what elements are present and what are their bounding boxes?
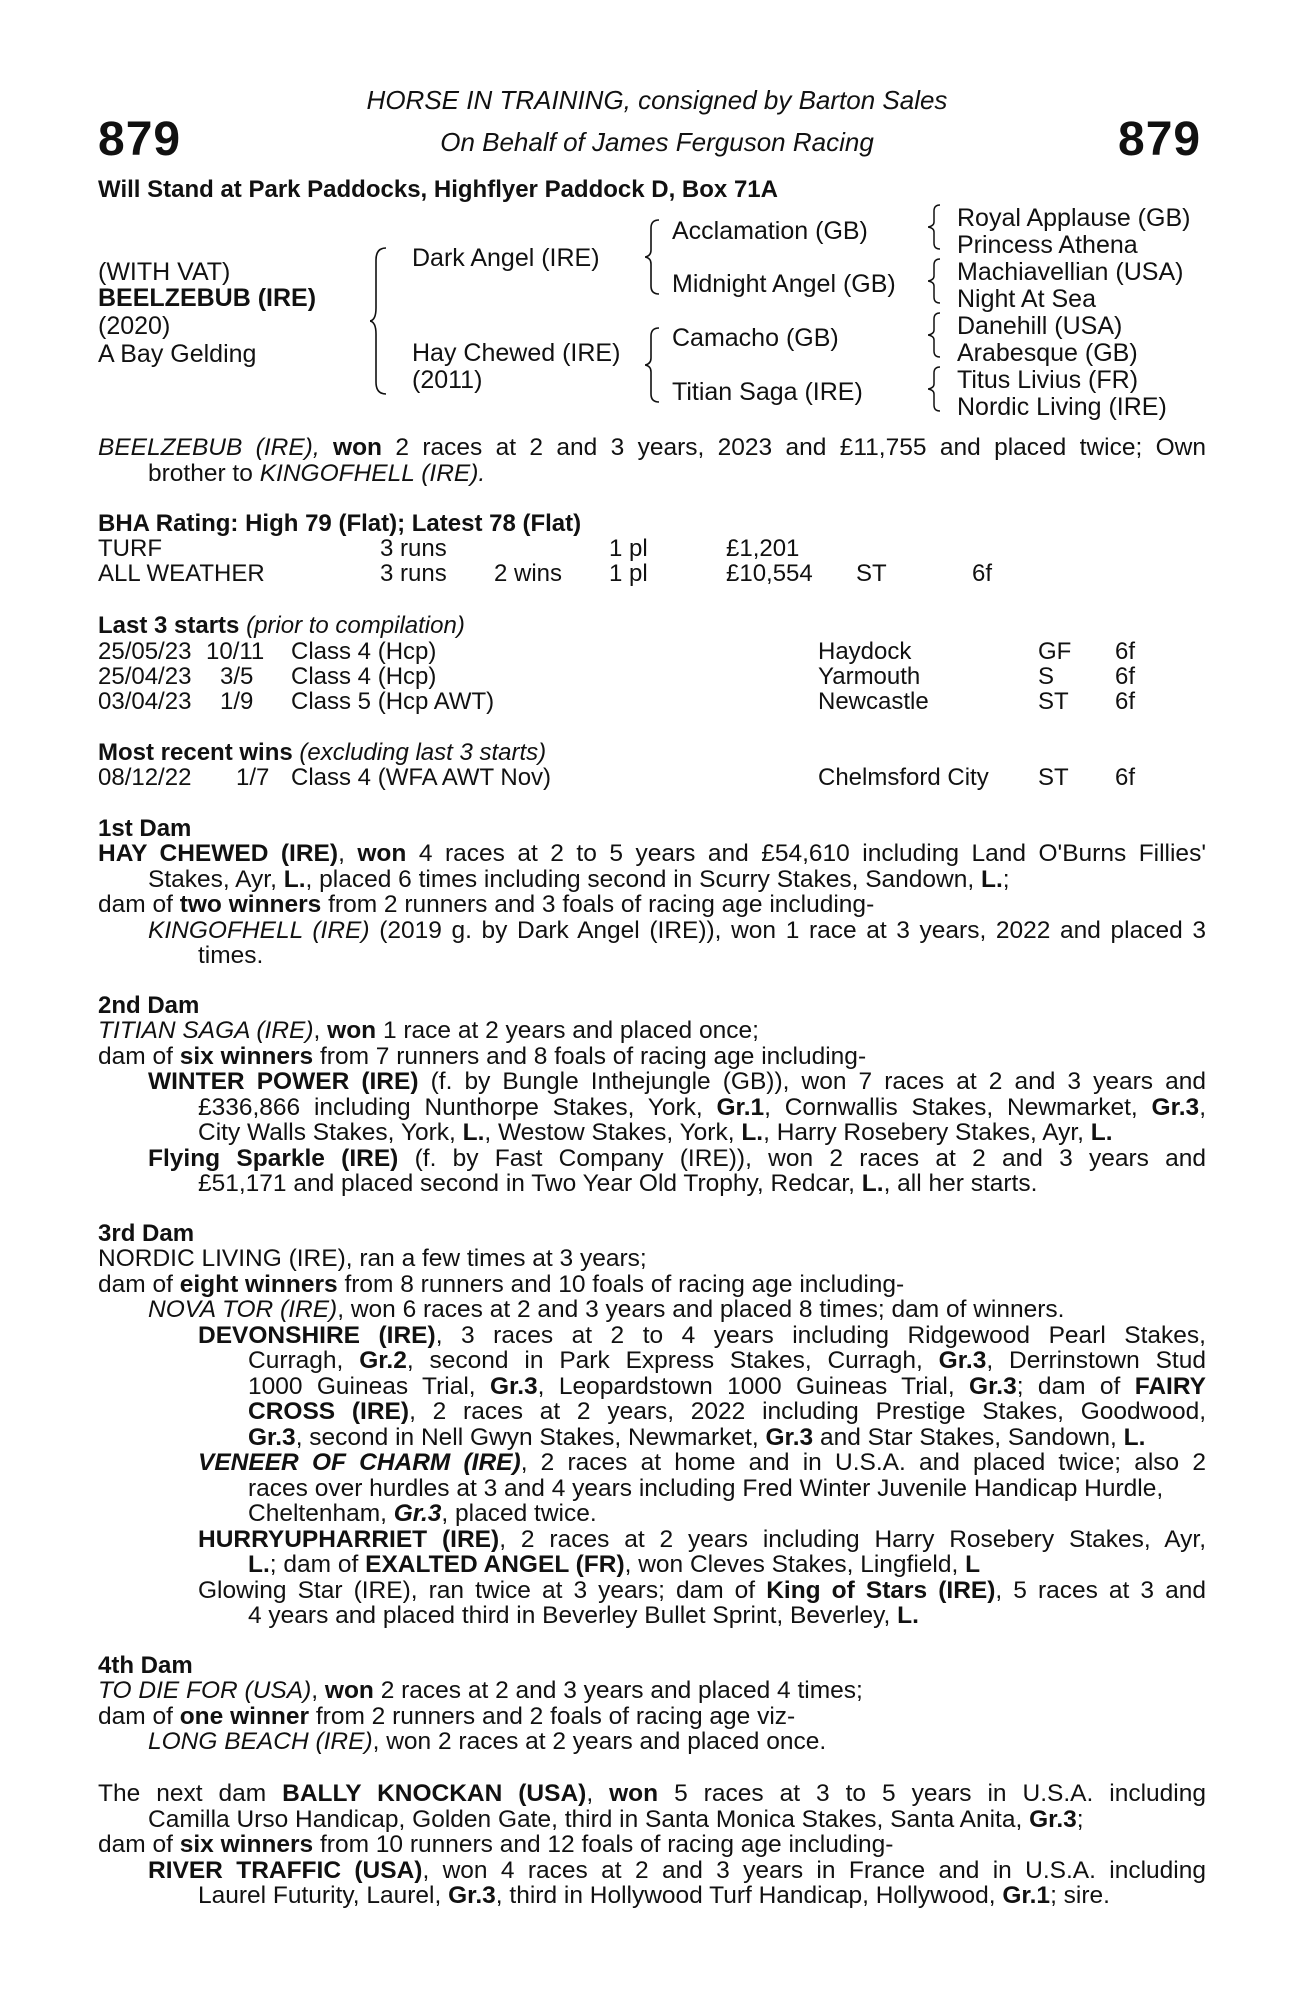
second-dam-title: 2nd Dam (98, 992, 200, 1019)
text: , 2 races at 2 years, 2022 including Prestige Stakes, Goodwood, (409, 1398, 1207, 1425)
progeny-name: Flying Sparkle (IRE) (148, 1144, 399, 1172)
grade-label: L (965, 1551, 981, 1578)
horse-description: A Bay Gelding (98, 340, 257, 368)
text: (2019 g. by Dark Angel (IRE)), won 1 race at 3 years, 2022 and placed 3 (369, 916, 1207, 944)
text: , Cornwallis Stakes, Newmarket, (764, 1093, 1152, 1121)
start-date: 25/05/23 (98, 638, 192, 665)
start-position: 10/11 (206, 638, 265, 665)
rating-wins: 2 wins (494, 560, 563, 587)
stand-location: Will Stand at Park Paddocks, Highflyer Paddock D, Box 71A (98, 176, 778, 203)
pedigree-dam-dam: Titian Saga (IRE) (672, 378, 863, 406)
grade-label: L. (897, 1602, 919, 1629)
start-date: 03/04/23 (98, 688, 192, 715)
progeny-name: KINGOFHELL (IRE) (148, 916, 370, 944)
grade-label: Gr.3 (448, 1882, 496, 1909)
grade-label: Gr.3 (489, 1372, 538, 1400)
text: £51,171 and placed second in Two Year Old Trophy, Redcar, (198, 1170, 862, 1197)
text: , won 2 races at 2 years and placed once. (372, 1728, 827, 1755)
text: from 10 runners and 12 foals of racing age including- (313, 1831, 894, 1858)
winners-count: six winners (179, 1831, 314, 1858)
start-going: GF (1038, 638, 1072, 665)
rating-runs: 3 runs (380, 560, 447, 587)
pedigree-gg-2: Princess Athena (957, 231, 1138, 259)
lot-number-right: 879 (1118, 113, 1202, 166)
text: 1000 Guineas Trial, (248, 1372, 490, 1400)
winners-count: one winner (179, 1702, 310, 1730)
rating-runs: 3 runs (380, 535, 447, 562)
text: , placed 6 times including second in Scurry Stakes, Sandown, (305, 865, 981, 893)
text: , second in Park Express Stakes, Curragh, (406, 1347, 939, 1374)
summary-sibling: KINGOFHELL (IRE). (259, 459, 486, 487)
pedigree-sire-sire: Acclamation (GB) (672, 217, 868, 245)
first-dam-title: 1st Dam (98, 815, 192, 842)
pedigree-sire-dam: Midnight Angel (GB) (672, 270, 896, 298)
grade-label: Gr.3 (1029, 1805, 1077, 1833)
grade-label: L. (283, 865, 306, 893)
pedigree-dam-year: (2011) (412, 366, 483, 394)
grade-label: L. (741, 1119, 764, 1146)
text: , won 4 races at 2 and 3 years in France and in U.S.A. including (422, 1856, 1207, 1884)
pedigree-gg-3: Machiavellian (USA) (957, 258, 1184, 286)
start-position: 3/5 (220, 663, 254, 690)
win-position: 1/7 (236, 764, 270, 791)
rating-going: ST (856, 560, 887, 587)
text: City Walls Stakes, York, (198, 1119, 463, 1146)
first-dam-text (98, 841, 1206, 969)
text: dam of (98, 1270, 180, 1298)
pedigree-brace-sire (645, 218, 663, 296)
text: The next dam (98, 1780, 283, 1807)
last-starts-heading (98, 613, 465, 639)
vat-note: (WITH VAT) (98, 258, 231, 286)
text: , placed twice. (441, 1500, 597, 1527)
summary-brother: brother to (148, 459, 253, 487)
text: , 2 races at 2 years including Harry Rosebery Stakes, Ayr, (499, 1525, 1207, 1553)
text: dam of (98, 1042, 180, 1070)
dam-name: TO DIE FOR (USA) (98, 1677, 312, 1704)
start-course: Newcastle (818, 688, 929, 715)
text: races over hurdles at 3 and 4 years including Fred Winter Juvenile Handicap Hurdle, (248, 1474, 1164, 1502)
win-distance: 6f (1115, 764, 1136, 791)
progeny-name: EXALTED ANGEL (FR) (365, 1551, 625, 1578)
text: , 5 races at 3 and (995, 1576, 1207, 1604)
text: ; dam of (269, 1551, 366, 1578)
text: , third in Hollywood Turf Handicap, Hollywood, (495, 1882, 1003, 1909)
race-summary (98, 435, 1206, 486)
text: , all her starts. (883, 1170, 1038, 1197)
text: , 2 races at home and in U.S.A. and placed twice; also 2 (520, 1449, 1206, 1476)
grade-label: L. (462, 1119, 485, 1146)
start-date: 25/04/23 (98, 663, 192, 690)
text: ; sire. (1050, 1882, 1110, 1909)
third-dam-title: 3rd Dam (98, 1220, 195, 1247)
summary-text: 2 races at 2 and 3 years, 2023 and £11,755 and placed twice; Own (395, 434, 1206, 461)
text: , Westow Stakes, York, (484, 1119, 742, 1146)
text: from 7 runners and 8 foals of racing age including- (313, 1042, 867, 1070)
start-distance: 6f (1115, 688, 1136, 715)
text: , Derrinstown Stud (986, 1347, 1206, 1374)
won-label: won (327, 1017, 377, 1044)
horse-year: (2020) (98, 312, 171, 340)
text: and Star Stakes, Sandown, (813, 1423, 1124, 1451)
grade-label: Gr.3 (248, 1423, 296, 1451)
recent-wins-heading (98, 740, 546, 766)
grade-label: L. (1123, 1423, 1146, 1451)
progeny-name: VENEER OF CHARM (IRE) (198, 1449, 521, 1476)
progeny-name: DEVONSHIRE (IRE) (198, 1321, 436, 1349)
pedigree-brace-gg1 (928, 203, 944, 251)
text: , Leopardstown 1000 Guineas Trial, (537, 1372, 970, 1400)
text: Laurel Futurity, Laurel, (198, 1882, 449, 1909)
pedigree-dam: Hay Chewed (IRE) (412, 339, 621, 367)
text: (f. by Bungle Inthejungle (GB)), won 7 races at 2 and 3 years and (418, 1068, 1206, 1095)
grade-label: L. (1090, 1119, 1113, 1146)
rating-prize: £1,201 (726, 535, 800, 562)
grade-label: Gr.3 (938, 1347, 987, 1374)
progeny-name: RIVER TRAFFIC (USA) (148, 1856, 423, 1884)
grade-label: Gr.1 (1002, 1882, 1051, 1909)
horse-name: BEELZEBUB (IRE) (98, 284, 317, 312)
rating-places: 1 pl (609, 535, 648, 562)
text: 5 races at 3 to 5 years in U.S.A. including (658, 1780, 1207, 1807)
lot-number-left: 879 (98, 113, 182, 166)
text: (f. by Fast Company (IRE)), won 2 races at 2 and 3 years and (398, 1144, 1207, 1172)
third-dam-text (98, 1246, 1206, 1629)
grade-label: Gr.3 (969, 1372, 1017, 1400)
progeny-name: CROSS (IRE) (248, 1398, 410, 1425)
pedigree-sire: Dark Angel (IRE) (412, 244, 600, 272)
text: dam of (98, 1831, 180, 1858)
winners-count: six winners (179, 1042, 314, 1070)
pedigree-gg-1: Royal Applause (GB) (957, 204, 1191, 232)
text: , 3 races at 2 to 4 years including Ridgewood Pearl Stakes, (435, 1321, 1206, 1349)
start-going: S (1038, 663, 1055, 690)
grade-label: Gr.3 (765, 1423, 814, 1451)
text: , (338, 840, 358, 867)
grade-label: L. (981, 865, 1003, 893)
win-course: Chelmsford City (818, 764, 989, 791)
text: , (313, 1017, 328, 1044)
won-label: won (324, 1677, 374, 1704)
rating-distance: 6f (972, 560, 993, 587)
last-starts-note: (prior to compilation) (246, 612, 465, 639)
bha-rating-title: BHA Rating: High 79 (Flat); Latest 78 (Flat) (98, 510, 582, 537)
text: dam of (98, 891, 180, 918)
pedigree-brace-gg2 (928, 257, 944, 305)
win-date: 08/12/22 (98, 764, 192, 791)
second-dam-text (98, 1018, 1206, 1197)
text: 4 years and placed third in Beverley Bullet Sprint, Beverley, (248, 1602, 898, 1629)
won-label: won (609, 1780, 659, 1807)
text: from 2 runners and 2 foals of racing age viz- (309, 1702, 796, 1730)
pedigree-brace-main (370, 246, 390, 396)
start-race: Class 4 (Hcp) (291, 663, 437, 690)
start-distance: 6f (1115, 638, 1136, 665)
text: NORDIC LIVING (IRE), ran a few times at 3 years; (98, 1245, 647, 1272)
text: , (311, 1677, 325, 1704)
text: , second in Nell Gwyn Stakes, Newmarket, (295, 1423, 766, 1451)
on-behalf-line: On Behalf of James Ferguson Racing (440, 127, 874, 157)
text: , won Cleves Stakes, Lingfield, (624, 1551, 966, 1578)
pedigree-gg-5: Danehill (USA) (957, 312, 1123, 340)
text: times. (198, 942, 264, 969)
text: , (586, 1780, 610, 1807)
start-going: ST (1038, 688, 1069, 715)
summary-won: won (333, 434, 383, 461)
pedigree-gg-6: Arabesque (GB) (957, 339, 1138, 367)
start-race: Class 4 (Hcp) (291, 638, 437, 665)
start-course: Haydock (818, 638, 912, 665)
recent-wins-title: Most recent wins (98, 739, 293, 766)
summary-horse-name: BEELZEBUB (IRE), (98, 434, 320, 461)
grade-label: Gr.3 (1151, 1093, 1200, 1121)
grade-label: Gr.1 (716, 1093, 765, 1121)
start-course: Yarmouth (818, 663, 921, 690)
text: 4 races at 2 to 5 years and £54,610 including Land O'Burns Fillies' (406, 840, 1206, 867)
text: from 8 runners and 10 foals of racing age including- (337, 1270, 905, 1298)
win-going: ST (1038, 764, 1069, 791)
progeny-name: FAIRY (1134, 1372, 1206, 1400)
win-race: Class 4 (WFA AWT Nov) (291, 764, 552, 791)
grade-label: Gr.2 (359, 1347, 407, 1374)
pedigree-gg-4: Night At Sea (957, 285, 1096, 313)
start-race: Class 5 (Hcp AWT) (291, 688, 495, 715)
text: £336,866 including Nunthorpe Stakes, York, (198, 1093, 717, 1121)
dam-name: HAY CHEWED (IRE) (98, 840, 339, 867)
fourth-dam-text (98, 1678, 1206, 1755)
text: dam of (98, 1702, 180, 1730)
pedigree-gg-8: Nordic Living (IRE) (957, 393, 1167, 421)
text: Stakes, Ayr, (148, 865, 284, 893)
text: from 2 runners and 3 foals of racing age including- (321, 891, 875, 918)
text: , (1199, 1093, 1207, 1121)
progeny-name: LONG BEACH (IRE) (148, 1728, 373, 1755)
rating-surface: TURF (98, 535, 162, 562)
pedigree-gg-7: Titus Livius (FR) (957, 366, 1139, 394)
start-position: 1/9 (220, 688, 254, 715)
last-starts-title: Last 3 starts (98, 612, 240, 639)
grade-label: L. (248, 1551, 270, 1578)
next-dam-text (98, 1781, 1206, 1909)
progeny-name: WINTER POWER (IRE) (148, 1068, 419, 1095)
start-distance: 6f (1115, 663, 1136, 690)
text: Glowing Star (IRE), ran twice at 3 years; dam of (198, 1576, 767, 1604)
fourth-dam-title: 4th Dam (98, 1652, 193, 1679)
consignment-line: HORSE IN TRAINING, consigned by Barton Sales (366, 85, 948, 115)
dam-name: TITIAN SAGA (IRE) (98, 1017, 314, 1044)
grade-label: Gr.3 (393, 1500, 442, 1527)
text: ; (1076, 1805, 1084, 1833)
text: Camilla Urso Handicap, Golden Gate, third in Santa Monica Stakes, Santa Anita, (148, 1805, 1030, 1833)
grade-label: L. (861, 1170, 884, 1197)
progeny-name: King of Stars (IRE) (766, 1576, 996, 1604)
rating-prize: £10,554 (726, 560, 813, 587)
text: 2 races at 2 and 3 years and placed 4 times; (373, 1677, 863, 1704)
text: 1 race at 2 years and placed once; (376, 1017, 759, 1044)
winners-count: two winners (179, 891, 322, 918)
text: , won 6 races at 2 and 3 years and placed 8 times; dam of winners. (337, 1296, 1065, 1323)
won-label: won (357, 840, 407, 867)
pedigree-brace-dam (645, 326, 663, 404)
text: Curragh, (248, 1347, 360, 1374)
recent-wins-note: (excluding last 3 starts) (299, 739, 547, 766)
pedigree-dam-sire: Camacho (GB) (672, 324, 839, 352)
rating-places: 1 pl (609, 560, 648, 587)
winners-count: eight winners (179, 1270, 338, 1298)
pedigree-brace-gg4 (928, 365, 944, 413)
rating-surface: ALL WEATHER (98, 560, 265, 587)
text: ; (1002, 865, 1010, 893)
progeny-name: NOVA TOR (IRE) (148, 1296, 338, 1323)
text: , Harry Rosebery Stakes, Ayr, (763, 1119, 1091, 1146)
pedigree-brace-gg3 (928, 311, 944, 359)
text: ; dam of (1016, 1372, 1135, 1400)
progeny-name: HURRYUPHARRIET (IRE) (198, 1525, 500, 1553)
dam-name: BALLY KNOCKAN (USA) (282, 1780, 587, 1807)
text: Cheltenham, (248, 1500, 394, 1527)
